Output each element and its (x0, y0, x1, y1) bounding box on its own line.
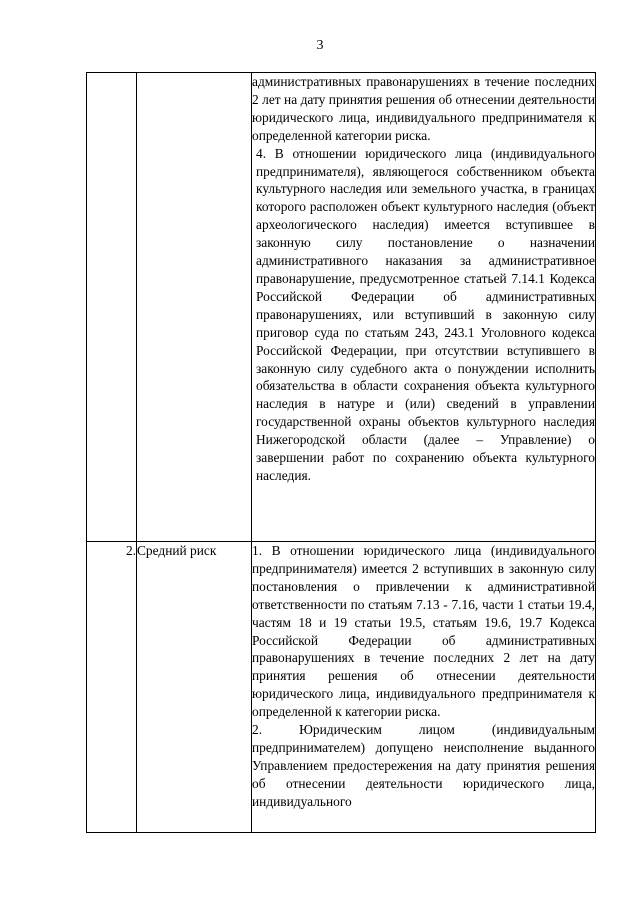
criteria-paragraph: 1. В отношении юридического лица (индивидуального предпринимателя) имеется 2 вступивших в законную силу постановления о привлечении к административной ответственности по статьям 7.13 - 7.16, части 1 статьи 19.4, частям 18 и 19 статьи 19.5, статьям 19.6, 19.7 Кодекса Российской Федерации об административных правонарушениях в течение последних 2 лет на дату принятия решения об отнесении деятельности юридического лица, индивидуального предпринимателя к определенной к категории риска. (252, 543, 595, 720)
table-row (87, 542, 596, 833)
table-row (87, 73, 596, 542)
row-number-cell: 2. (87, 542, 137, 833)
criteria-paragraph: 2. Юридическим лицом (индивидуальным предпринимателем) допущено неисполнение выданного Управлением предостережения на дату принятия решения об отнесении деятельности юридического лица, индивидуального (252, 722, 595, 809)
criteria-cell (252, 73, 596, 542)
criteria-paragraph: 4. В отношении юридического лица (индивидуального предпринимателя), являющегося собственником объекта культурного наследия или земельного участка, в границах которого расположен объект культурного наследия (объект археологического наследия) имеется вступившее в законную силу постановление о назначении административного наказания за административное правонарушение, предусмотренное статьей 7.14.1 Кодекса Российской Федерации об административных правонарушениях, или вступивший в законную силу приговор суда по статьям 243, 243.1 Уголовного кодекса Российской Федерации, при отсутствии вступившего в законную силу судебного акта о понуждении исполнить обязательства в области сохранения объекта культурного наследия в натуре и (или) сведений в управлении государственной охраны объектов культурного наследия Нижегородской области (далее – Управление) о завершении работ по сохранению объекта культурного наследия. (256, 145, 595, 483)
risk-category-cell: Средний риск (137, 542, 252, 833)
risk-category-table (86, 72, 596, 833)
risk-category-cell (137, 73, 252, 542)
criteria-cell (252, 542, 596, 833)
page-number: 3 (316, 38, 324, 53)
row-number-cell (87, 73, 137, 542)
criteria-paragraph: административных правонарушениях в течение последних 2 лет на дату принятия решения об отнесении деятельности юридического лица, индивидуального предпринимателя к определенной категории риска. (252, 74, 595, 143)
